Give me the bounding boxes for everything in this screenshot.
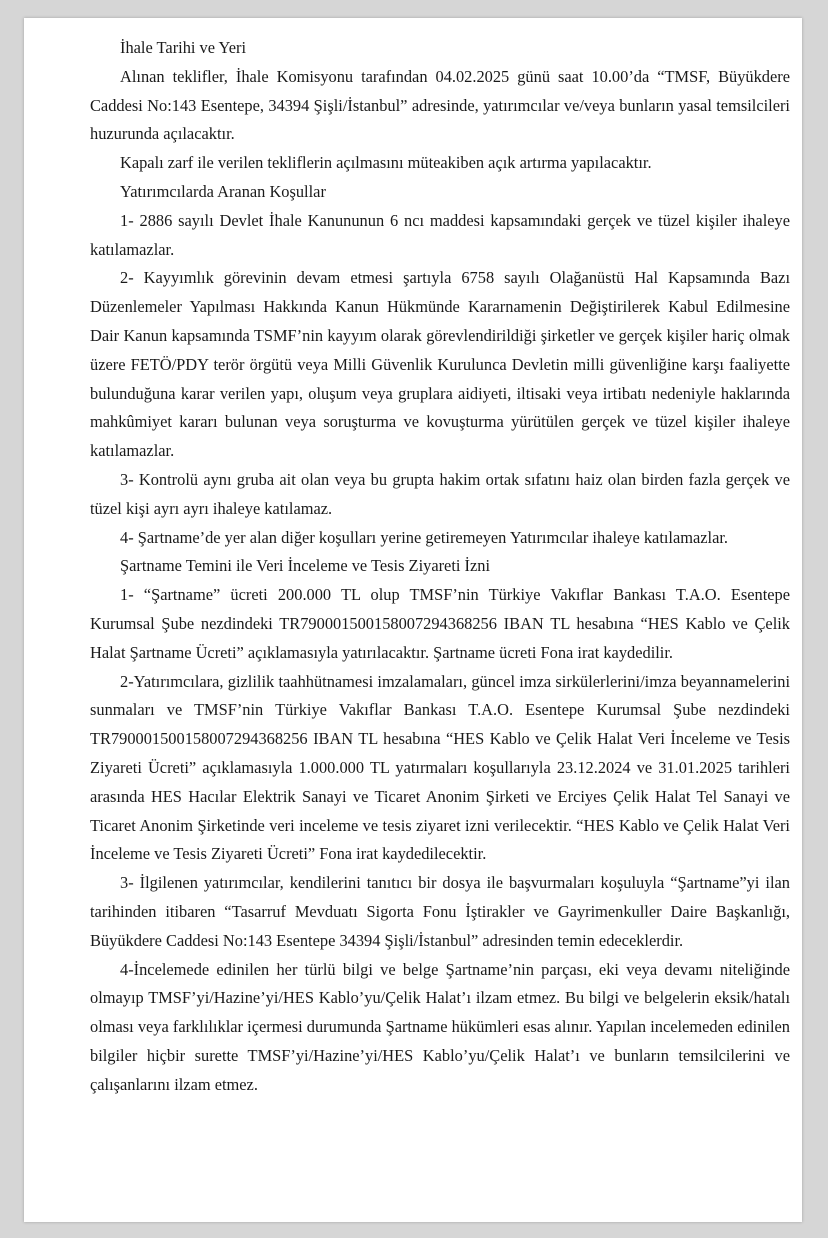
paragraph-condition-2: 2- Kayyımlık görevinin devam etmesi şartıyla 6758 sayılı Olağanüstü Hal Kapsamında Bazı Düzenlemeler Yapılması Hakkında Kanun Hükmünde Kararnamenin Değiştirilerek Kabul Edilmesine Dair Kanun kapsamında TSMF’nin kayyım olarak görevlendirildiği şirketler ve gerçek kişiler hariç olmak üzere FETÖ/PDY terör örgütü veya Milli Güvenlik Kurulunca Devletin milli güvenliğine karşı faaliyette bulunduğuna karar verilen yapı, oluşum veya gruplara aidiyeti, iltisaki veya irtibatı nedeniyle haklarında mahkûmiyet kararı bulunan veya soruşturma ve kovuşturma yürütülen gerçek ve tüzel kişiler ihaleye katılamazlar. — [90, 268, 790, 461]
paragraph-condition-4: 4- Şartname’de yer alan diğer koşulları yerine getiremeyen Yatırımcılar ihaleye katılamazlar. — [120, 527, 729, 547]
paragraph-bid-opening: Alınan teklifler, İhale Komisyonu tarafından 04.02.2025 günü saat 10.00’da “TMSF, Büyükdere Caddesi No:143 Esentepe, 34394 Şişli/İstanbul” adresinde, yatırımcılar ve/veya bunların yasal temsilcileri huzurunda açılacaktır. — [90, 66, 790, 144]
section-heading-tender-date: İhale Tarihi ve Yeri — [120, 38, 247, 57]
paragraph-open-auction: Kapalı zarf ile verilen tekliflerin açılmasını müteakiben açık artırma yapılacaktır. — [120, 153, 652, 173]
section-heading-specification: Şartname Temini ile Veri İnceleme ve Tesis Ziyareti İzni — [120, 556, 491, 576]
paragraph-spec-2: 2-Yatırımcılara, gizlilik taahhütnamesi imzalamaları, güncel imza sirkülerlerini/imza beyannamelerini sunmaları ve TMSF’nin Türkiye Vakıflar Bankası T.A.O. Esentepe Kurumsal Şube nezdindeki TR790001500158007294368256 IBAN TL hesabına “HES Kablo ve Çelik Halat Veri İnceleme ve Tesis Ziyareti Ücreti” açıklamasıyla 1.000.000 TL yatırmaları koşullarıyla 23.12.2024 ve 31.01.2025 tarihleri arasında HES Hacılar Elektrik Sanayi ve Ticaret Anonim Şirketi ve Erciyes Çelik Halat Tel Sanayi ve Ticaret Anonim Şirketinde veri inceleme ve tesis ziyaret izni verilecektir. “HES Kablo ve Çelik Halat Veri İnceleme ve Tesis Ziyareti Ücreti” Fona irat kaydedilecektir. — [90, 671, 790, 864]
paragraph-spec-1: 1- “Şartname” ücreti 200.000 TL olup TMSF’nin Türkiye Vakıflar Bankası T.A.O. Esentepe Kurumsal Şube nezdindeki TR790001500158007294368256 IBAN TL hesabına “HES Kablo ve Çelik Halat Şartname Ücreti” açıklamasıyla yatırılacaktır. Şartname ücreti Fona irat kaydedilir. — [90, 585, 790, 662]
paragraph-condition-1: 1- 2886 sayılı Devlet İhale Kanununun 6 ncı maddesi kapsamındaki gerçek ve tüzel kişiler ihaleye katılamazlar. — [90, 210, 790, 259]
document-page — [24, 18, 802, 1222]
paragraph-spec-3: 3- İlgilenen yatırımcılar, kendilerini tanıtıcı bir dosya ile başvurmaları koşuluyla “Şartname”yi ilan tarihinden itibaren “Tasarruf Mevduatı Sigorta Fonu İştirakler ve Gayrimenkuller Daire Başkanlığı, Büyükdere Caddesi No:143 Esentepe 34394 Şişli/İstanbul” adresinden temin edeceklerdir. — [90, 873, 790, 950]
document-body — [90, 34, 792, 1099]
paragraph-condition-3: 3- Kontrolü aynı gruba ait olan veya bu grupta hakim ortak sıfatını haiz olan birden fazla gerçek ve tüzel kişi ayrı ayrı ihaleye katılamaz. — [90, 469, 790, 518]
section-heading-investor-conditions: Yatırımcılarda Aranan Koşullar — [120, 181, 326, 201]
paragraph-spec-4: 4-İncelemede edinilen her türlü bilgi ve belge Şartname’nin parçası, eki veya devamı niteliğinde olmayıp TMSF’yi/Hazine’yi/HES Kablo’yu/Çelik Halat’ı ilzam etmez. Bu bilgi ve belgelerin eksik/hatalı olması veya farklılıklar içermesi durumunda Şartname hükümleri esas alınır. Yapılan incelemeden edinilen bilgiler hiçbir surette TMSF’yi/Hazine’yi/HES Kablo’yu/Çelik Halat’ı ve bunların temsilcilerini ve çalışanlarını ilzam etmez. — [90, 959, 790, 1094]
